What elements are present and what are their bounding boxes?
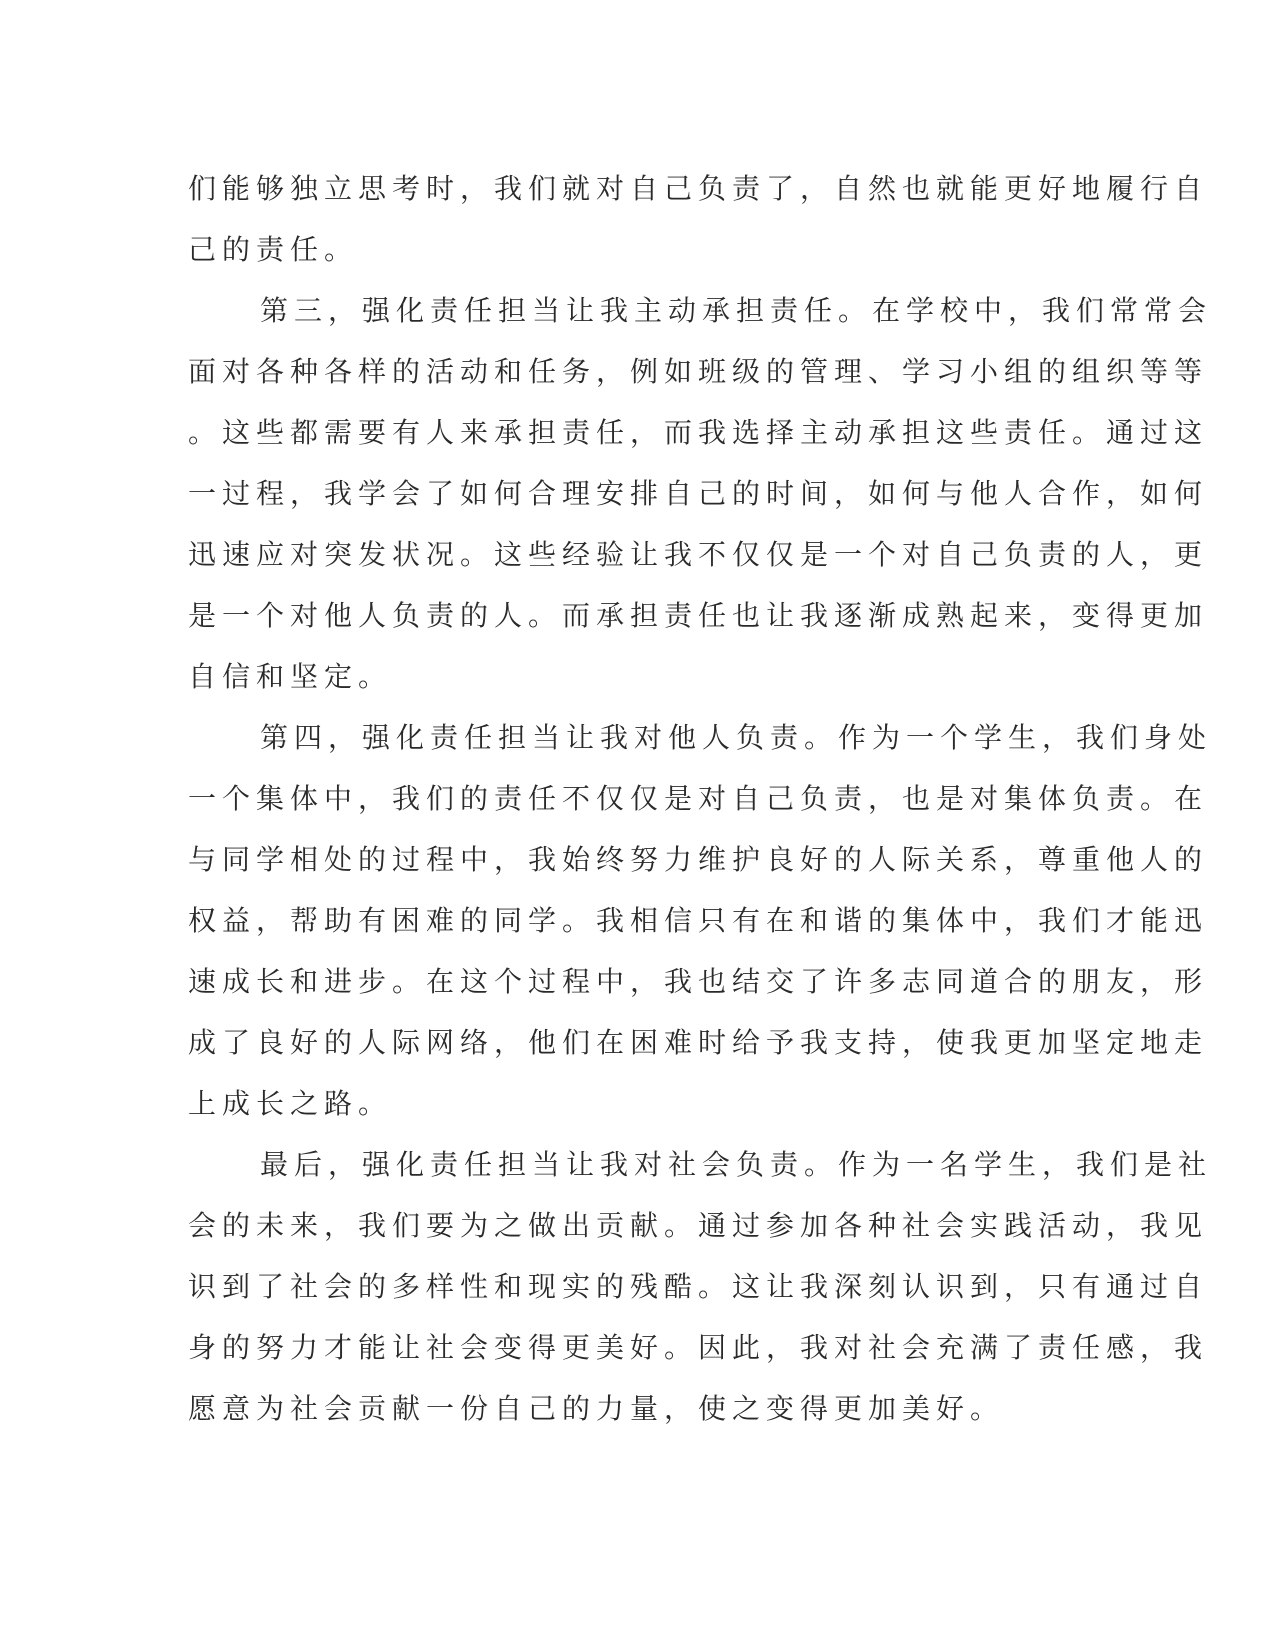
text-line: 识到了社会的多样性和现实的残酷。这让我深刻认识到，只有通过自 [188, 1270, 1209, 1303]
text-line: 迅速应对突发状况。这些经验让我不仅仅是一个对自己负责的人，更 [188, 538, 1209, 571]
paragraph-fourth [188, 707, 1213, 1134]
paragraph-third [188, 280, 1213, 707]
text-line: 成了良好的人际网络，他们在困难时给予我支持，使我更加坚定地走 [188, 1026, 1209, 1059]
text-line-first: 第三，强化责任担当让我主动承担责任。在学校中，我们常常会 [260, 294, 1213, 327]
text-line: 身的努力才能让社会变得更美好。因此，我对社会充满了责任感，我 [188, 1331, 1209, 1364]
document-body [188, 158, 1213, 1439]
text-line: 愿意为社会贡献一份自己的力量，使之变得更加美好。 [188, 1392, 1005, 1425]
text-line: 面对各种各样的活动和任务，例如班级的管理、学习小组的组织等等 [188, 355, 1209, 388]
paragraph-final [188, 1134, 1213, 1439]
text-line: 速成长和进步。在这个过程中，我也结交了许多志同道合的朋友，形 [188, 965, 1209, 998]
text-line-first: 第四，强化责任担当让我对他人负责。作为一个学生，我们身处 [260, 721, 1213, 754]
text-line: 一个集体中，我们的责任不仅仅是对自己负责，也是对集体负责。在 [188, 782, 1209, 815]
text-line: 会的未来，我们要为之做出贡献。通过参加各种社会实践活动，我见 [188, 1209, 1209, 1242]
text-line: 己的责任。 [188, 233, 359, 266]
text-line: 权益，帮助有困难的同学。我相信只有在和谐的集体中，我们才能迅 [188, 904, 1209, 937]
text-line-first: 最后，强化责任担当让我对社会负责。作为一名学生，我们是社 [260, 1148, 1213, 1181]
text-line: 们能够独立思考时，我们就对自己负责了，自然也就能更好地履行自 [188, 172, 1209, 205]
text-line: 与同学相处的过程中，我始终努力维护良好的人际关系，尊重他人的 [188, 843, 1209, 876]
text-line: 自信和坚定。 [188, 660, 393, 693]
text-line: 。这些都需要有人来承担责任，而我选择主动承担这些责任。通过这 [188, 416, 1209, 449]
paragraph-continuation [188, 158, 1209, 280]
text-line: 是一个对他人负责的人。而承担责任也让我逐渐成熟起来，变得更加 [188, 599, 1209, 632]
text-line: 上成长之路。 [188, 1087, 393, 1120]
text-line: 一过程，我学会了如何合理安排自己的时间，如何与他人合作，如何 [188, 477, 1209, 510]
